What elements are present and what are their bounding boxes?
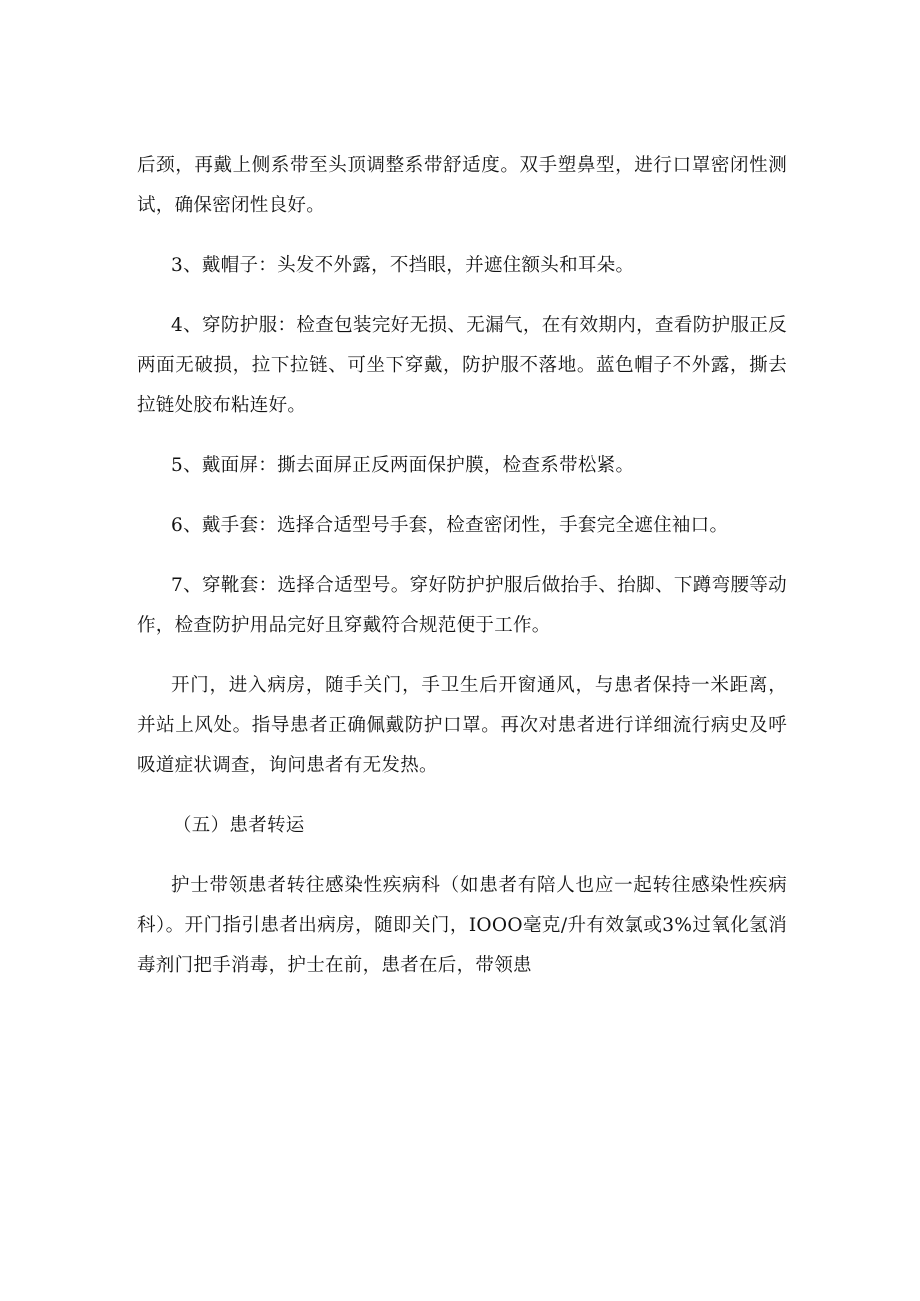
document-body [137,146,787,1006]
section-heading-patient-transfer: （五）患者转运 [173,815,305,836]
paragraph-mask-continuation: 后颈，再戴上侧系带至头顶调整系带舒适度。双手塑鼻型，进行口罩密闭性测试，确保密闭性良好。 [137,155,787,216]
paragraph-enter-ward: 开门，进入病房，随手关门，手卫生后开窗通风，与患者保持一米距离，并站上风处。指导患者正确佩戴防护口罩。再次对患者进行详细流行病史及呼吸道症状调查，询问患者有无发热。 [137,675,787,776]
paragraph-step-7-shoe-covers: 7、穿靴套：选择合适型号。穿好防护护服后做抬手、抬脚、下蹲弯腰等动作，检查防护用品完好且穿戴符合规范便于工作。 [137,575,787,636]
paragraph-patient-transfer: 护士带领患者转往感染性疾病科（如患者有陪人也应一起转往感染性疾病科）。开门指引患者出病房，随即关门，IOOO毫克/升有效氯或3%过氧化氢消毒剂门把手消毒，护士在前，患者在后，带领患 [137,875,787,976]
paragraph-step-4-gown: 4、穿防护服：检查包装完好无损、无漏气，在有效期内，查看防护服正反两面无破损，拉下拉链、可坐下穿戴，防护服不落地。蓝色帽子不外露，撕去拉链处胶布粘连好。 [137,315,787,416]
paragraph-step-3-cap: 3、戴帽子：头发不外露，不挡眼，并遮住额头和耳朵。 [171,255,635,276]
paragraph-step-6-gloves: 6、戴手套：选择合适型号手套，检查密闭性，手套完全遮住袖口。 [171,515,729,536]
paragraph-step-5-face-shield: 5、戴面屏：撕去面屏正反两面保护膜，检查系带松紧。 [171,455,635,476]
